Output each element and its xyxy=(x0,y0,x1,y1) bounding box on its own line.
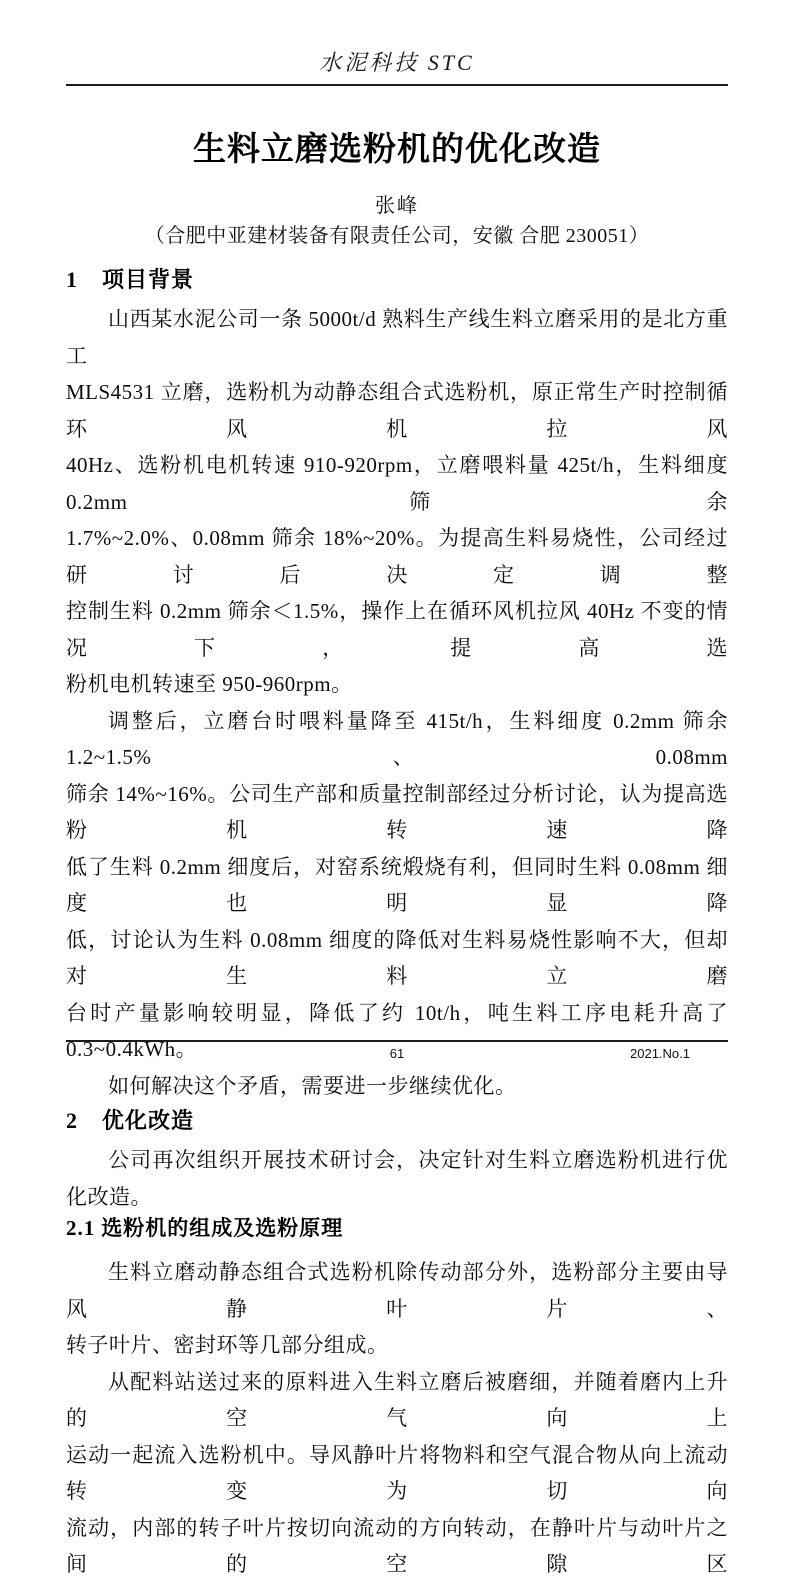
text-line: 低了生料 0.2mm 细度后，对窑系统煅烧有利，但同时生料 0.08mm 细度也明显降 xyxy=(66,854,728,915)
section-heading xyxy=(66,1107,728,1134)
text-line: 公司再次组织开展技术研讨会，决定针对生料立磨选粉机进行优化改造。 xyxy=(66,1148,728,1209)
journal-header: 水泥科技 STC xyxy=(319,50,475,75)
footer-row xyxy=(66,1046,728,1061)
section-number: 2.1 xyxy=(66,1216,96,1240)
footer-rule xyxy=(66,1040,728,1042)
text-line: 如何解决这个矛盾，需要进一步继续优化。 xyxy=(108,1073,517,1098)
paragraph xyxy=(66,1068,728,1105)
text-line: 筛余 14%~16%。公司生产部和质量控制部经过分析讨论，认为提高选粉机转速降 xyxy=(66,781,728,842)
text-line: 控制生料 0.2mm 筛余＜1.5%，操作上在循环风机拉风 40Hz 不变的情况下，提高选 xyxy=(66,599,728,660)
section-title: 选粉机的组成及选粉原理 xyxy=(101,1217,344,1240)
footer-issue-label: 2021.No.1 xyxy=(630,1046,690,1061)
paragraph xyxy=(66,1364,728,1583)
text-line: 低，讨论认为生料 0.08mm 细度的降低对生料易烧性影响不大，但却对生料立磨 xyxy=(66,927,728,988)
page-footer xyxy=(66,1040,728,1061)
article-title: 生料立磨选粉机的优化改造 xyxy=(193,130,601,167)
section-number: 2 xyxy=(66,1108,78,1133)
text-line: 粉机电机转速至 950-960rpm。 xyxy=(66,672,353,696)
text-line: 调整后，立磨台时喂料量降至 415t/h，生料细度 0.2mm 筛余 1.2~1.5%、0.08mm xyxy=(66,708,728,769)
text-line: 从配料站送过来的原料进入生料立磨后被磨细，并随着磨内上升的空气向上 xyxy=(66,1369,728,1430)
section-heading xyxy=(66,1215,728,1242)
footer-page-number: 61 xyxy=(389,1046,405,1061)
text-line: 生料立磨动静态组合式选粉机除传动部分外，选粉部分主要由导风静叶片、 xyxy=(66,1260,728,1321)
text-line: 1.7%~2.0%、0.08mm 筛余 18%~20%。为提高生料易烧性，公司经过研讨后决定调整 xyxy=(66,526,728,587)
section-number: 1 xyxy=(66,267,78,292)
text-line: 流动，内部的转子叶片按切向流动的方向转动，在静叶片与动叶片之间的空隙区 xyxy=(66,1515,728,1576)
paragraph xyxy=(66,1254,728,1364)
paragraph xyxy=(66,301,728,703)
text-line: 40Hz、选粉机电机转速 910-920rpm，立磨喂料量 425t/h，生料细度 0.2mm 筛余 xyxy=(66,453,728,514)
paragraph xyxy=(66,1142,728,1215)
article-body xyxy=(66,266,728,1583)
section-heading xyxy=(66,266,728,293)
author-name: 张峰 xyxy=(375,195,419,217)
text-line: 运动一起流入选粉机中。导风静叶片将物料和空气混合物从向上流动转变为切向 xyxy=(66,1442,728,1503)
section-title: 项目背景 xyxy=(102,267,195,292)
text-line: 台时产量影响较明显，降低了约 10t/h，吨生料工序电耗升高了 0.3~0.4kWh。 xyxy=(66,1000,728,1061)
paragraph xyxy=(66,703,728,1068)
section-title: 优化改造 xyxy=(102,1108,195,1133)
text-line: 山西某水泥公司一条 5000t/d 熟料生产线生料立磨采用的是北方重工 xyxy=(66,307,728,368)
author-affiliation: （合肥中亚建材装备有限责任公司，安徽 合肥 230051） xyxy=(144,225,650,247)
text-line: 转子叶片、密封环等几部分组成。 xyxy=(66,1333,389,1357)
header-rule xyxy=(66,84,728,86)
text-line: MLS4531 立磨，选粉机为动静态组合式选粉机，原正常生产时控制循环风机拉风 xyxy=(66,380,728,441)
